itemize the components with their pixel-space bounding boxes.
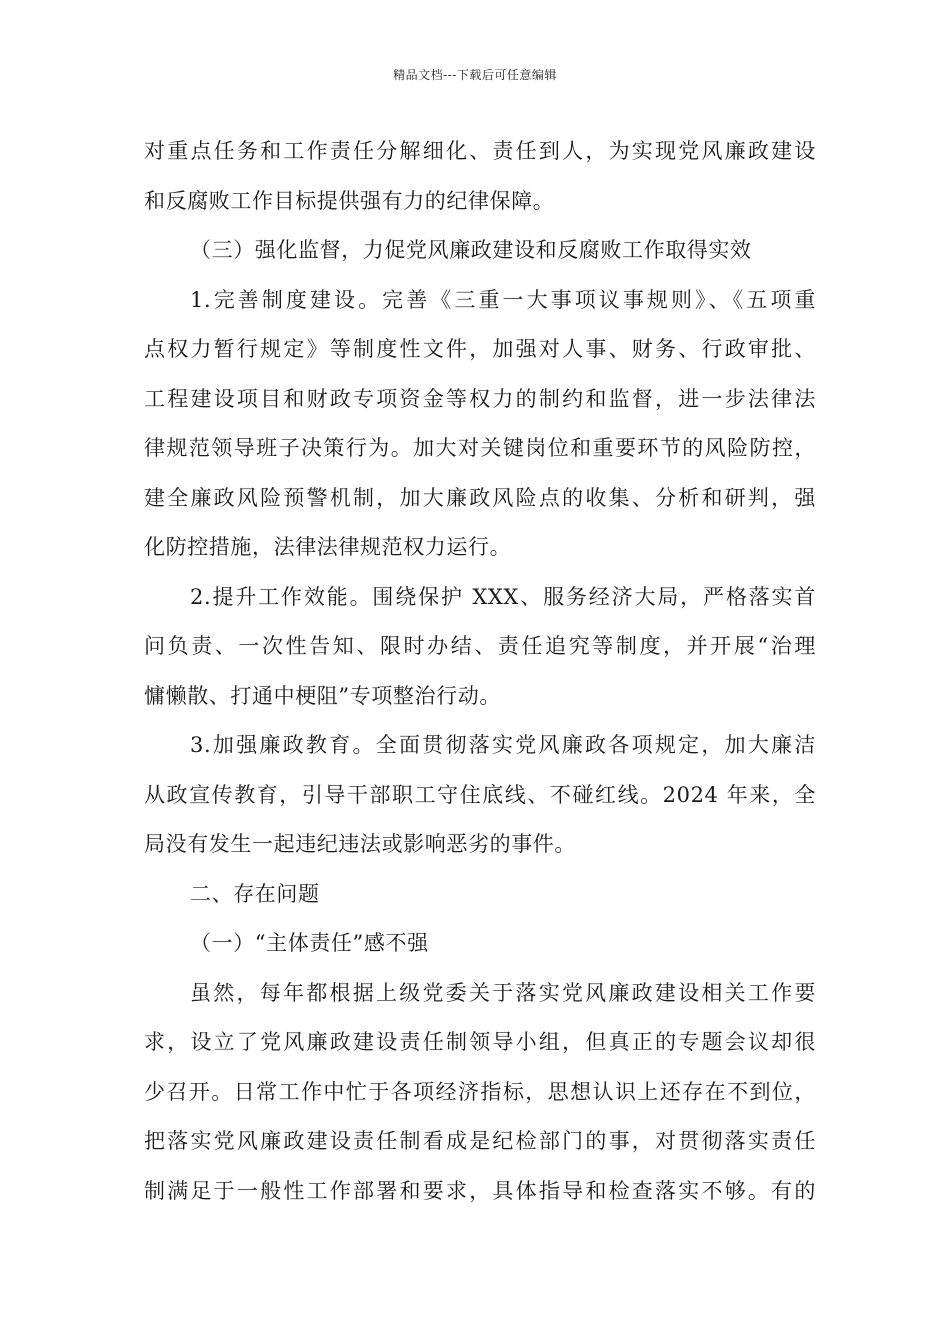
text-line: 3.加强廉政教育。全面贯彻落实党风廉政各项规定，加大廉洁 <box>190 733 816 757</box>
text-line: 局没有发生一起违纪违法或影响恶劣的事件。 <box>144 832 576 856</box>
text-line: 虽然，每年都根据上级党委关于落实党风廉政建设相关工作要 <box>190 980 816 1005</box>
text-line: 把落实党风廉政建设责任制看成是纪检部门的事，对贯彻落实责任 <box>144 1129 816 1153</box>
document-body <box>144 127 816 1216</box>
text-line: 从政宣传教育，引导干部职工守住底线、不碰红线。2024 年来，全 <box>144 782 816 807</box>
text-line: （三）强化监督，力促党风廉政建设和反腐败工作取得实效 <box>190 238 752 262</box>
text-line: 建全廉政风险预警机制，加大廉政风险点的收集、分析和研判，强 <box>144 485 816 510</box>
text-line: 化防控措施，法律法律规范权力运行。 <box>144 535 512 559</box>
text-line: 律规范领导班子决策行为。加大对关键岗位和重要环节的风险防控， <box>144 436 816 460</box>
text-line: 慵懒散、打通中梗阻”专项整治行动。 <box>144 683 501 708</box>
text-line: 工程建设项目和财政专项资金等权力的制约和监督，进一步法律法 <box>144 386 816 411</box>
page-header: 精品文档---下载后可任意编辑 <box>393 68 557 82</box>
text-line: 问负责、一次性告知、限时办结、责任追究等制度，并开展“治理 <box>144 634 816 658</box>
text-line: 二、存在问题 <box>190 881 320 906</box>
text-line: 和反腐败工作目标提供强有力的纪律保障。 <box>144 188 555 213</box>
text-line: 制满足于一般性工作部署和要求，具体指导和检查落实不够。有的 <box>144 1178 816 1203</box>
text-line: （一）“主体责任”感不强 <box>190 931 429 955</box>
text-line: 对重点任务和工作责任分解细化、责任到人，为实现党风廉政建设 <box>144 139 816 163</box>
text-line: 求，设立了党风廉政建设责任制领导小组，但真正的专题会议却很 <box>144 1030 816 1054</box>
text-line: 点权力暂行规定》等制度性文件，加强对人事、财务、行政审批、 <box>144 337 816 361</box>
text-line: 2.提升工作效能。围绕保护 XXX、服务经济大局，严格落实首 <box>190 584 816 609</box>
text-line: 少召开。日常工作中忙于各项经济指标，思想认识上还存在不到位， <box>144 1079 816 1104</box>
text-line: 1.完善制度建设。完善《三重一大事项议事规则》、《五项重 <box>190 287 816 312</box>
